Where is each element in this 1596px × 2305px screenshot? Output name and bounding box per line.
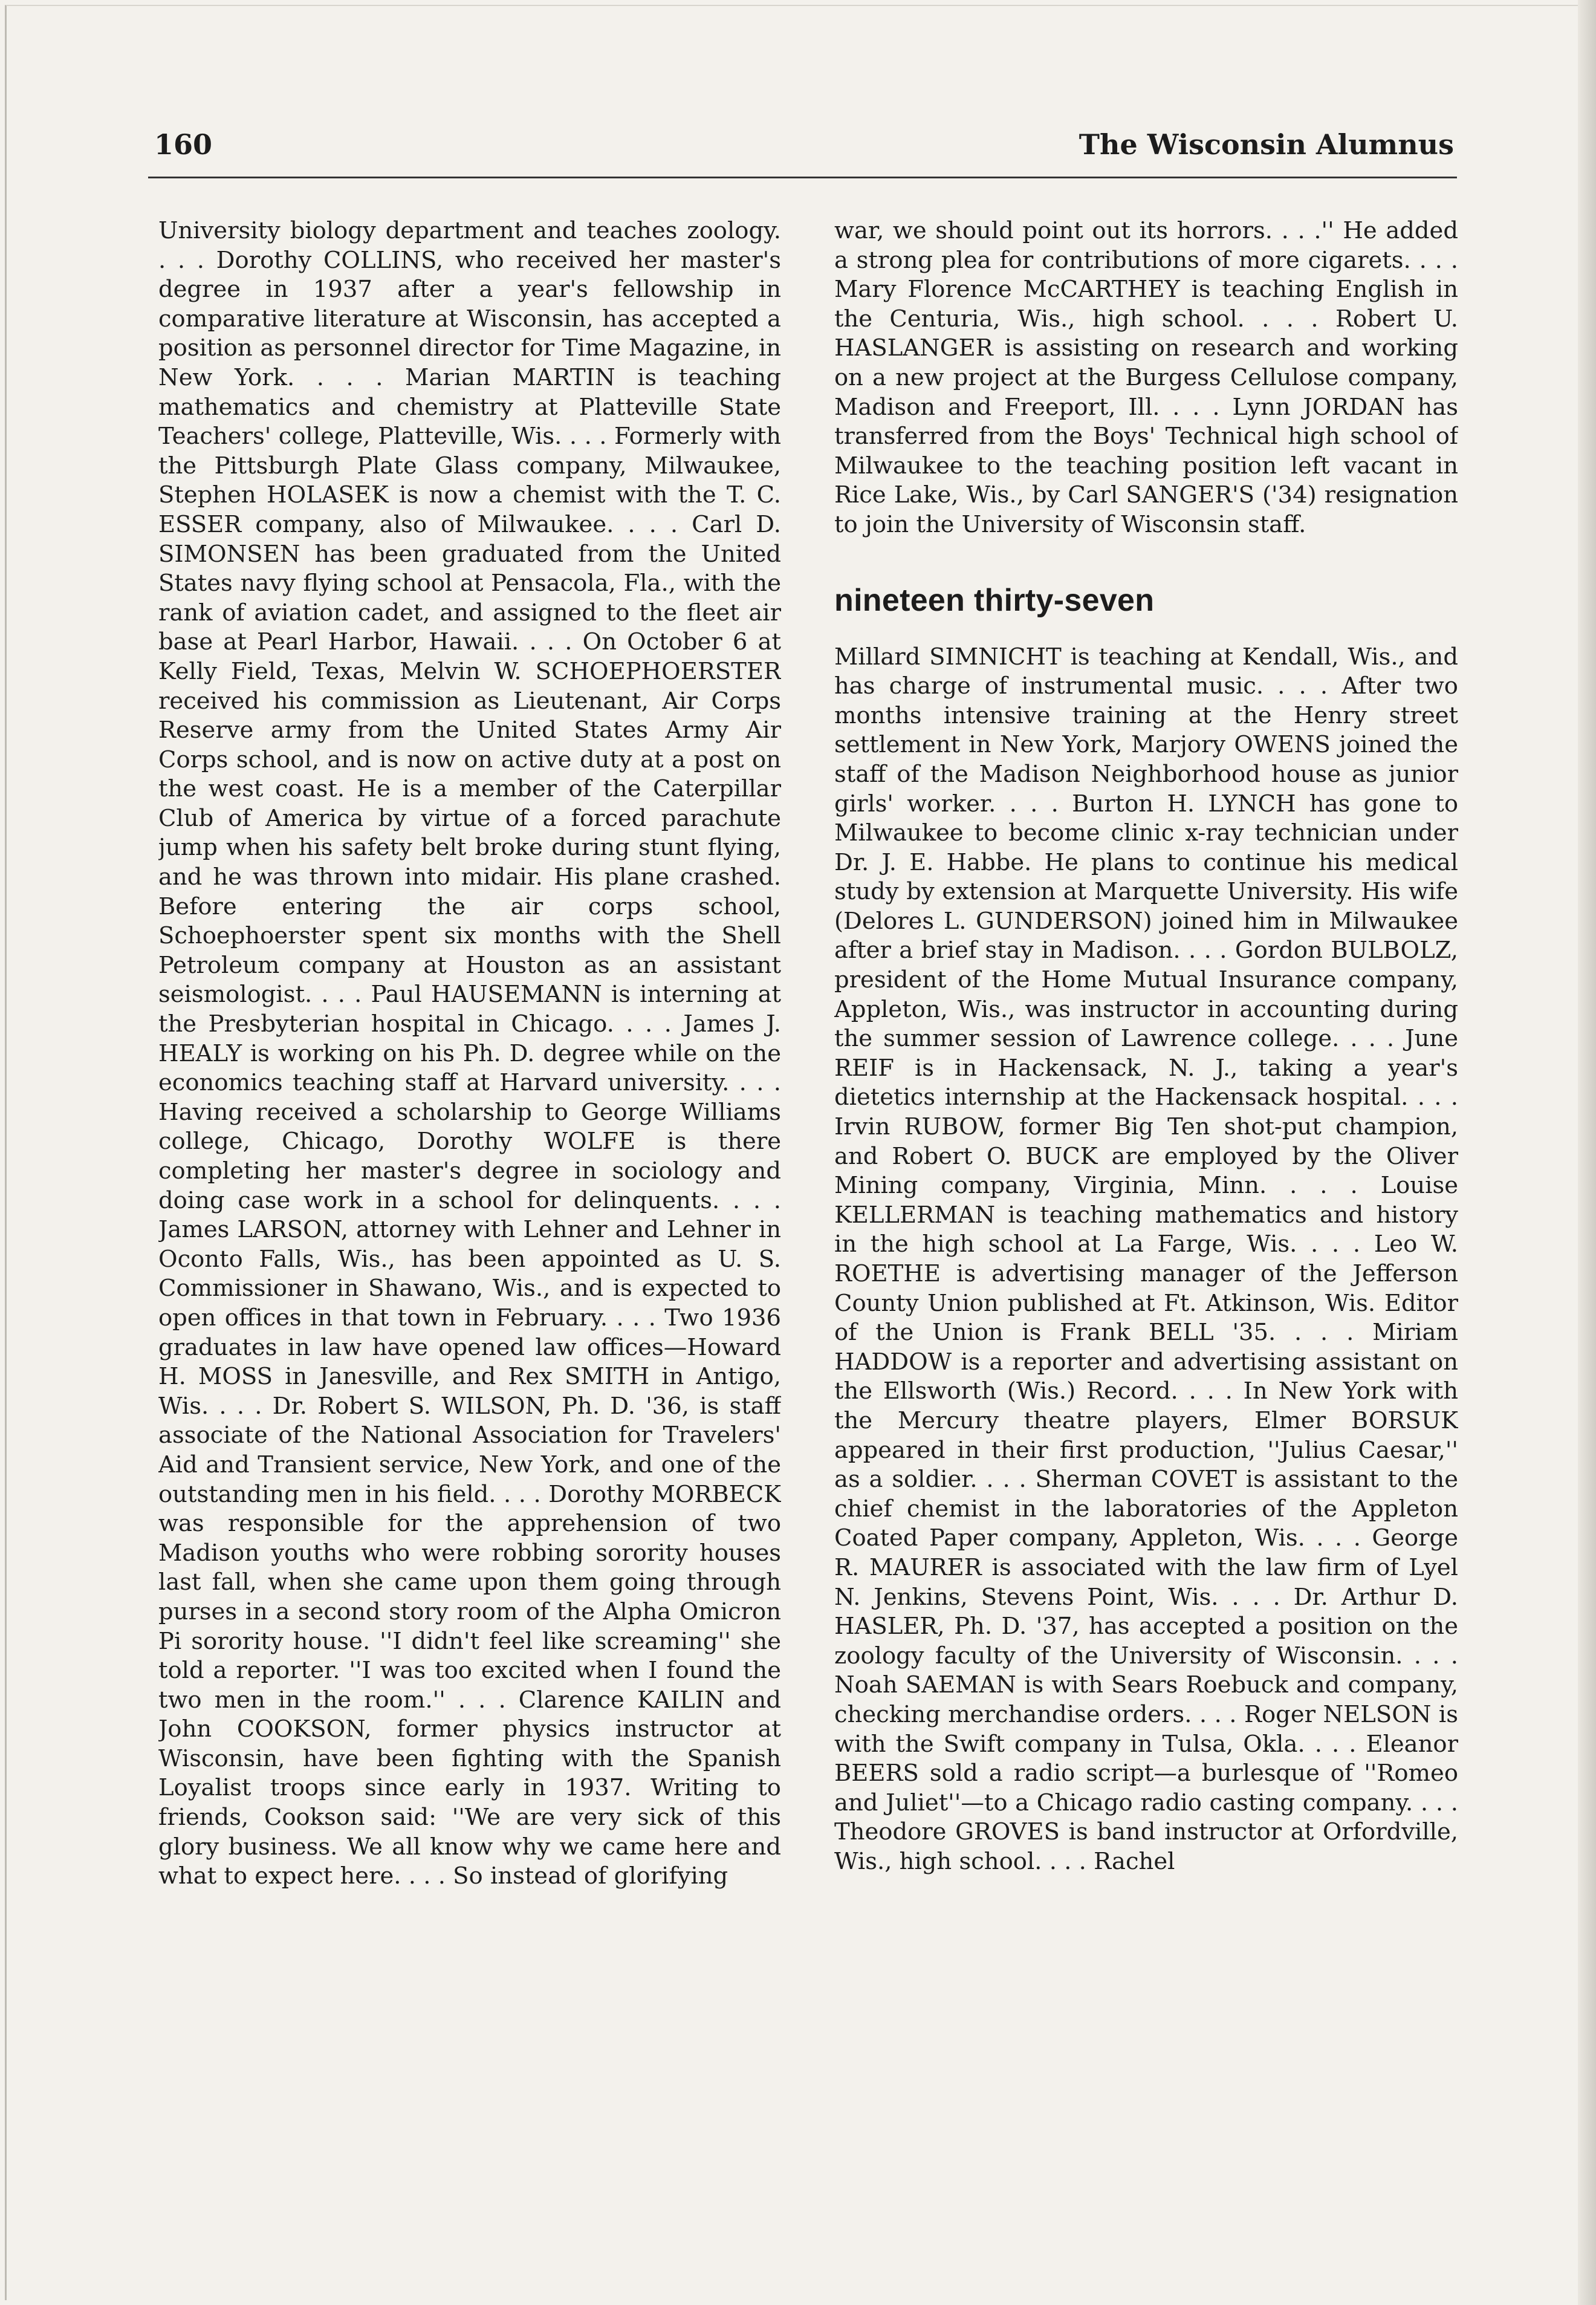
page-edge-shadow xyxy=(1578,0,1596,2305)
header-rule xyxy=(148,177,1457,178)
right-column xyxy=(834,216,1458,2151)
right-column-continued-text: war, we should point out its horrors. . . .'' He added a strong plea for contributions of more cigarets. . . . Mary Florence McCARTHEY is teaching English in the Centuria, Wis., high school. . . . Robert U. HASLANGER is assisting on research and working on a new project at the Burgess Cellulose company, Madison and Freeport, Ill. . . . Lynn JORDAN has transferred from the Boys' Technical high school of Milwaukee to the teaching position left vacant in Rice Lake, Wis., by Carl SANGER'S ('34) resignation to join the University of Wisconsin staff. xyxy=(834,217,1458,538)
section-heading: nineteen thirty-seven xyxy=(834,582,1155,618)
journal-name: The Wisconsin Alumnus xyxy=(1079,128,1454,161)
left-column-text: University biology department and teaches zoology. . . . Dorothy COLLINS, who received her master's degree in 1937 after a year's fellowship in comparative literature at Wisconsin, has accepted a position as personnel director for Time Magazine, in New York. . . . Marian MARTIN is teaching mathematics and chemistry at Platteville State Teachers' college, Platteville, Wis. . . . Formerly with the Pittsburgh Plate Glass company, Milwaukee, Stephen HOLASEK is now a chemist with the T. C. ESSER company, also of Milwaukee. . . . Carl D. SIMONSEN has been graduated from the United States navy flying school at Pensacola, Fla., with the rank of aviation cadet, and assigned to the fleet air base at Pearl Harbor, Hawaii. . . . On October 6 at Kelly Field, Texas, Melvin W. SCHOEPHOERSTER received his commission as Lieutenant, Air Corps Reserve army from the United States Army Air Corps school, and is now on active duty at a post on the west coast. He is a member of the Caterpillar Club of America by virtue of a forced parachute jump when his safety belt broke during stunt flying, and he was thrown into midair. His plane crashed. Before entering the air corps school, Schoephoerster spent six months with the Shell Petroleum company at Houston as an assistant seismologist. . . . Paul HAUSEMANN is interning at the Presbyterian hospital in Chicago. . . . James J. HEALY is working on his Ph. D. degree while on the economics teaching staff at Harvard university. . . . Having received a scholarship to George Williams college, Chicago, Dorothy WOLFE is there completing her master's degree in sociology and doing case work in a school for delinquents. . . . James LARSON, attorney with Lehner and Lehner in Oconto Falls, Wis., has been appointed as U. S. Commissioner in Shawano, Wis., and is expected to open offices in that town in February. . . . Two 1936 graduates in law have opened law offices—Howard H. MOSS in Janesville, and Rex SMITH in Antigo, Wis. . . . Dr. Robert S. WILSON, Ph. D. '36, is staff associate of the National Association for Travelers' Aid and Transient service, New York, and one of the outstanding men in his field. . . . Dorothy MORBECK was responsible for the apprehension of two Madison youths who were robbing sorority houses last fall, when she came upon them going through purses in a second story room of the Alpha Omicron Pi sorority house. ''I didn't feel like screaming'' she told a reporter. ''I was too excited when I found the two men in the room.'' . . . Clarence KAILIN and John COOKSON, former physics instructor at Wisconsin, have been fighting with the Spanish Loyalist troops since early in 1937. Writing to friends, Cookson said: ''We are very sick of this glory business. We all know why we came here and what to expect here. . . . So instead of glorifying xyxy=(158,217,781,1890)
left-column xyxy=(158,216,781,2151)
page-number: 160 xyxy=(154,128,213,161)
right-column-section-text: Millard SIMNICHT is teaching at Kendall, Wis., and has charge of instrumental music. . . . After two months intensive training at the Henry street settlement in New York, Marjory OWENS joined the staff of the Madison Neighborhood house as junior girls' worker. . . . Burton H. LYNCH has gone to Milwaukee to become clinic x-ray technician under Dr. J. E. Habbe. He plans to continue his medical study by extension at Marquette University. His wife (Delores L. GUNDERSON) joined him in Milwaukee after a brief stay in Madison. . . . Gordon BULBOLZ, president of the Home Mutual Insurance company, Appleton, Wis., was instructor in accounting during the summer session of Lawrence college. . . . June REIF is in Hackensack, N. J., taking a year's dietetics internship at the Hackensack hospital. . . . Irvin RUBOW, former Big Ten shot-put champion, and Robert O. BUCK are employed by the Oliver Mining company, Virginia, Minn. . . . Louise KELLERMAN is teaching mathematics and history in the high school at La Farge, Wis. . . . Leo W. ROETHE is advertising manager of the Jefferson County Union published at Ft. Atkinson, Wis. Editor of the Union is Frank BELL '35. . . . Miriam HADDOW is a reporter and advertising assistant on the Ellsworth (Wis.) Record. . . . In New York with the Mercury theatre players, Elmer BORSUK appeared in their first production, ''Julius Caesar,'' as a soldier. . . . Sherman COVET is assistant to the chief chemist in the laboratories of the Appleton Coated Paper company, Appleton, Wis. . . . George R. MAURER is associated with the law firm of Lyel N. Jenkins, Stevens Point, Wis. . . . Dr. Arthur D. HASLER, Ph. D. '37, has accepted a position on the zoology faculty of the University of Wisconsin. . . . Noah SAEMAN is with Sears Roebuck and company, checking merchandise orders. . . . Roger NELSON is with the Swift company in Tulsa, Okla. . . . Eleanor BEERS sold a radio script—a burlesque of ''Romeo and Juliet''—to a Chicago radio casting company. . . . Theodore GROVES is band instructor at Orfordville, Wis., high school. . . . Rachel xyxy=(834,643,1458,1875)
running-head xyxy=(154,121,1454,163)
